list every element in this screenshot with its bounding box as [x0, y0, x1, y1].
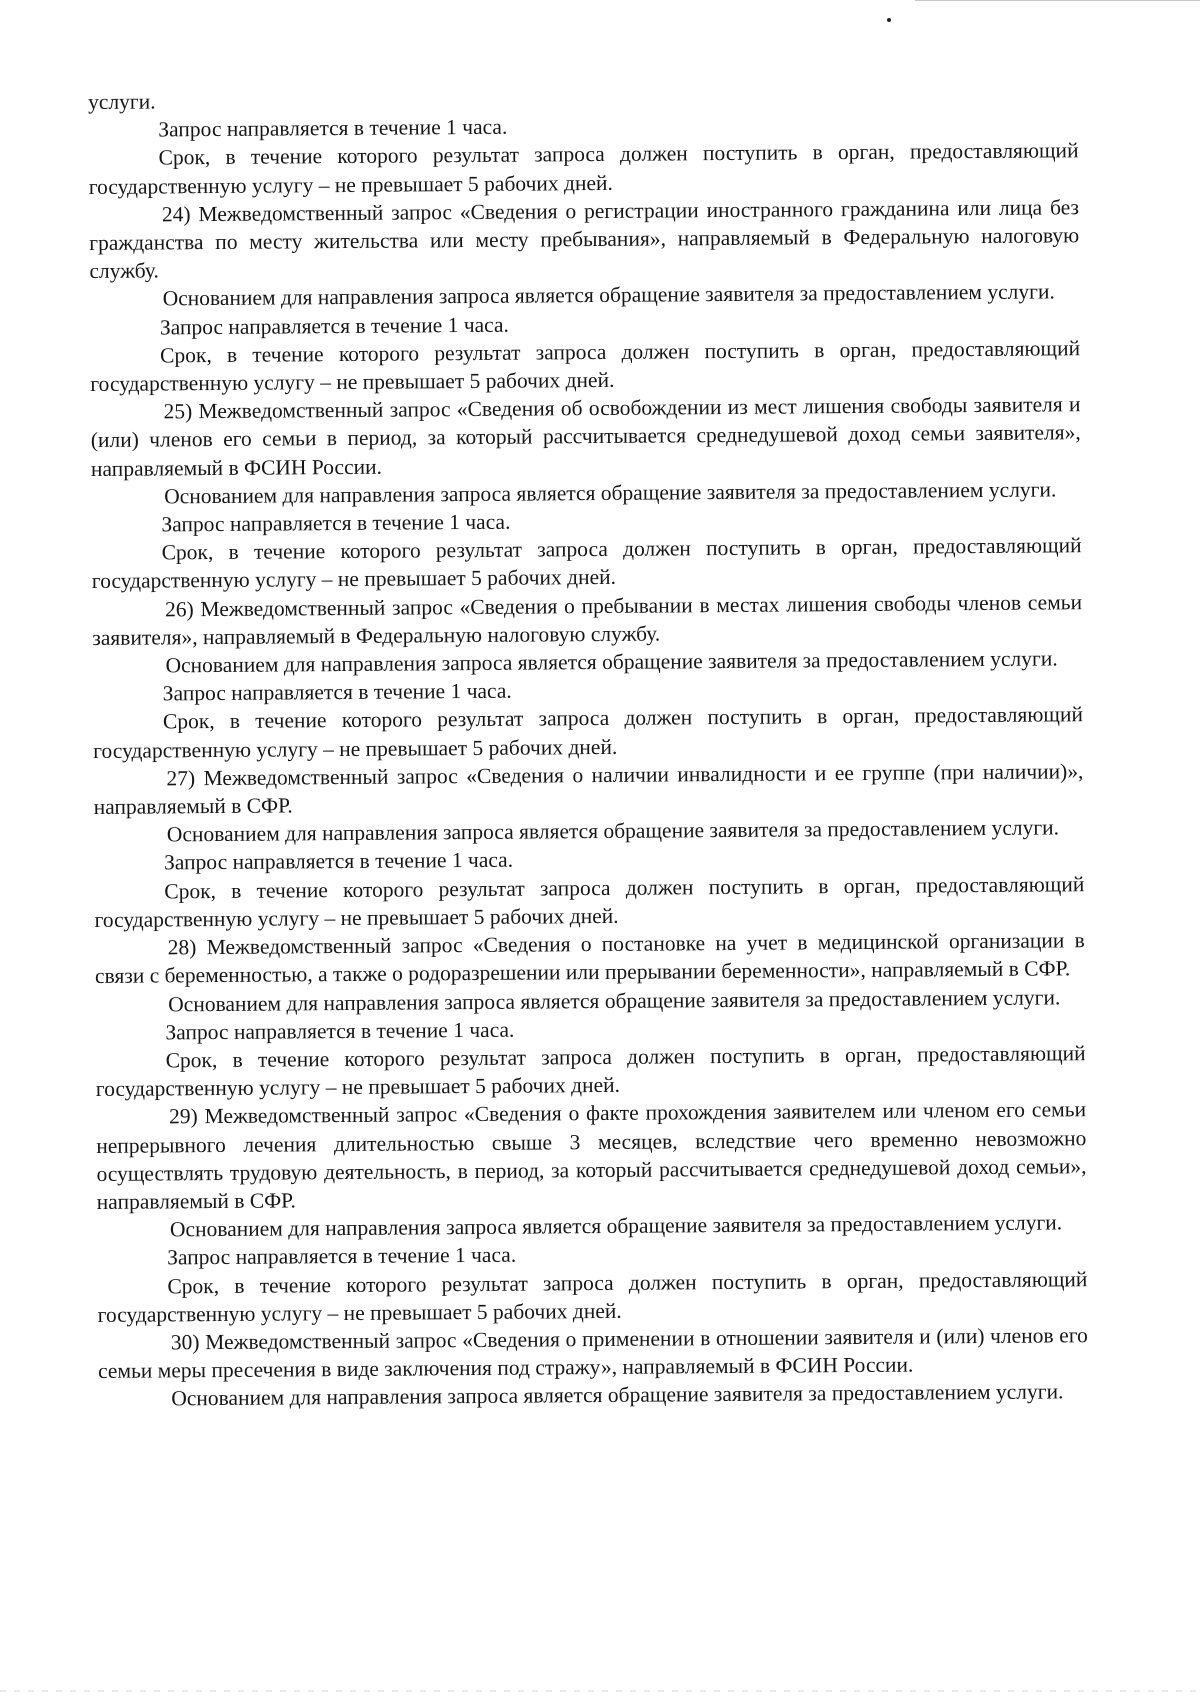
paragraph: Запрос направляется в течение 1 часа. — [161, 509, 511, 537]
paragraph: Запрос направляется в течение 1 часа. — [158, 114, 508, 142]
paragraph: Основанием для направления запроса является обращение заявителя за предоставлением услуги. — [166, 815, 1060, 847]
paragraph: Запрос направляется в течение 1 часа. — [162, 678, 512, 706]
paragraph: Срок, в течение которого результат запроса должен поступить в орган, предоставляющий государственную услугу – не превышает 5 рабочих дней. — [91, 533, 1082, 594]
paragraph: Запрос направляется в течение 1 часа. — [163, 848, 514, 875]
paragraph: Срок, в течение которого результат запроса должен поступить в орган, предоставляющий государственную услугу – не превышает 5 рабочих дней. — [88, 138, 1079, 199]
numbered-item: 27) Межведомственный запрос «Сведения о наличии инвалидности и ее группе (при наличии)», направляемый в СФР. — [93, 759, 1084, 820]
scan-edge-mark — [0, 1690, 1200, 1692]
numbered-item: 28) Межведомственный запрос «Сведения о постановке на учет в медицинской организации в связи с беременностью, а также о родоразрешении или прерывании беременности», направляемый в СФР. — [94, 928, 1085, 989]
paragraph: Срок, в течение которого результат запроса должен поступить в орган, предоставляющий государственную услугу – не превышает 5 рабочих дней. — [97, 1266, 1088, 1327]
paragraph: Запрос направляется в течение 1 часа. — [159, 312, 509, 340]
paragraph: Основанием для направления запроса является обращение заявителя за предоставлением услуги. — [164, 477, 1057, 509]
numbered-item: 24) Межведомственный запрос «Сведения о регистрации иностранного гражданина или лица без гражданства по месту жительства или месту пребывания», направляемый в Федеральную налоговую службу. — [89, 195, 1080, 284]
paragraph: Основанием для направления запроса является обращение заявителя за предоставлением услуги. — [169, 1210, 1063, 1242]
paragraph: Срок, в течение которого результат запроса должен поступить в орган, предоставляющий государственную услугу – не превышает 5 рабочих дней. — [94, 871, 1085, 932]
paragraph: услуги. — [88, 89, 156, 114]
paragraph: Основанием для направления запроса является обращение заявителя за предоставлением услуги. — [168, 984, 1061, 1016]
paragraph: Основанием для направления запроса является обращение заявителя за предоставлением услуги. — [162, 279, 1055, 311]
numbered-item: 26) Межведомственный запрос «Сведения о пребывании в местах лишения свободы членов семьи заявителя», направляемый в Федеральную налоговую службу. — [92, 589, 1083, 650]
paragraph: Срок, в течение которого результат запроса должен поступить в орган, предоставляющий государственную услугу – не превышает 5 рабочих дней. — [95, 1041, 1086, 1102]
paragraph: Запрос направляется в течение 1 часа. — [165, 1017, 515, 1045]
scan-speck — [887, 18, 891, 22]
numbered-item: 25) Межведомственный запрос «Сведения об освобождении из мест лишения свободы заявителя и (или) членов его семьи в период, за который рассчитывается среднедушевой доход семьи заявителя», направляемый в ФСИН России. — [90, 392, 1081, 481]
paragraph: Основанием для направления запроса является обращение заявителя за предоставлением услуги. — [171, 1379, 1064, 1411]
scan-edge-mark — [915, 0, 1200, 1]
paragraph: Срок, в течение которого результат запроса должен поступить в орган, предоставляющий государственную услугу – не превышает 5 рабочих дней. — [90, 336, 1081, 397]
paragraph: Основанием для направления запроса является обращение заявителя за предоставлением услуги. — [165, 646, 1058, 678]
paragraph: Срок, в течение которого результат запроса должен поступить в орган, предоставляющий государственную услугу – не превышает 5 рабочих дней. — [93, 702, 1084, 763]
numbered-item: 29) Межведомственный запрос «Сведения о факте прохождения заявителем или членом его семьи непрерывного лечения длительностью свыше 3 месяцев, вследствие чего временно невозможно осуществлять трудовую деятельность, в период, за который рассчитывается среднедушевой доход семьи», направляемый в СФР. — [96, 1097, 1087, 1214]
numbered-item: 30) Межведомственный запрос «Сведения о применении в отношении заявителя и (или) членов его семьи меры пресечения в виде заключения под стражу», направляемый в ФСИН России. — [97, 1323, 1088, 1384]
document-body — [88, 80, 1088, 1413]
paragraph: Запрос направляется в течение 1 часа. — [167, 1243, 517, 1270]
